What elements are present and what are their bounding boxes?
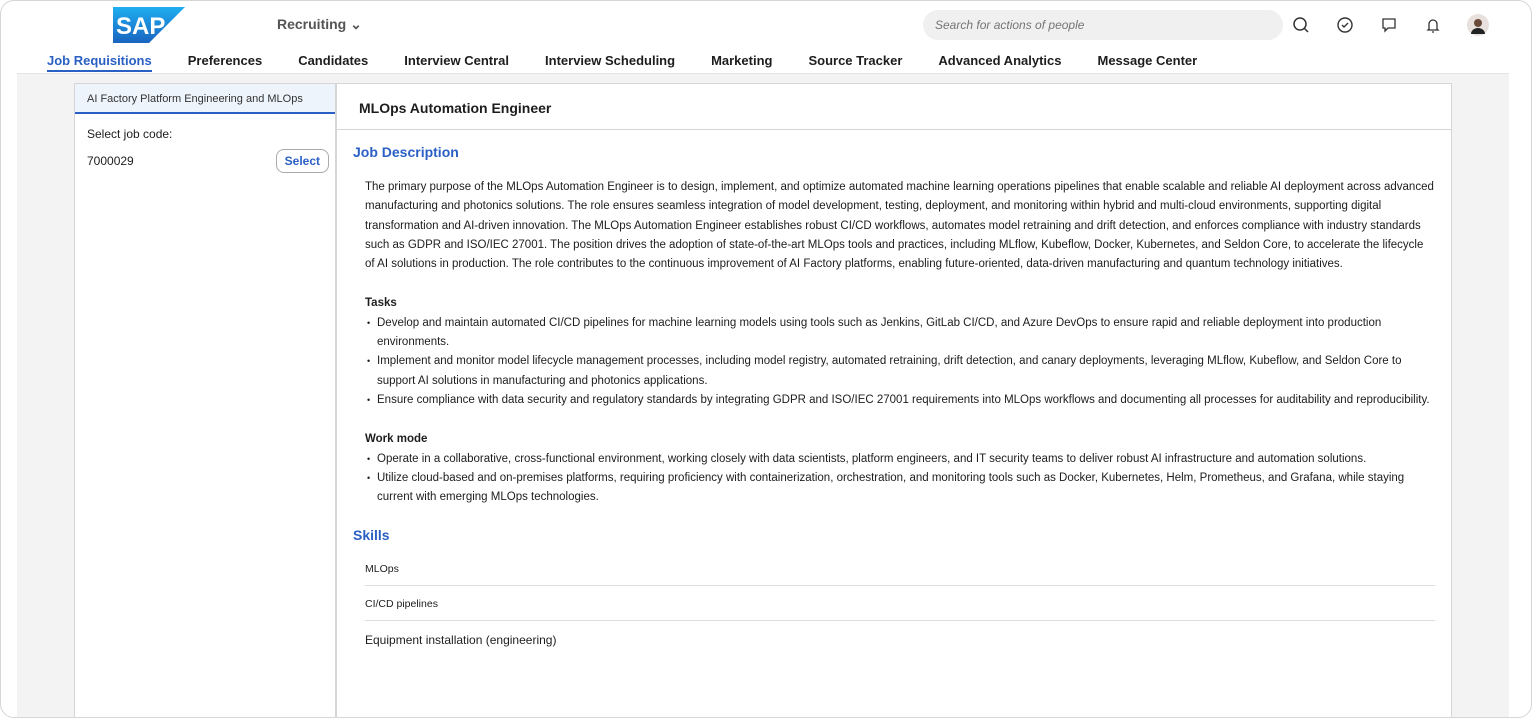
skill-item: MLOps: [365, 551, 1435, 586]
product-switcher[interactable]: Recruiting ⌄: [277, 16, 362, 32]
nav-job-requisitions[interactable]: Job Requisitions: [47, 53, 152, 72]
search-icon[interactable]: [1291, 15, 1311, 35]
nav-preferences[interactable]: Preferences: [187, 53, 263, 68]
search-input[interactable]: [923, 10, 1283, 40]
nav-advanced-analytics[interactable]: Advanced Analytics: [938, 53, 1062, 68]
nav-message-center[interactable]: Message Center: [1097, 53, 1198, 68]
work-mode-heading: Work mode: [365, 433, 428, 446]
skill-item: CI/CD pipelines: [365, 586, 1435, 621]
task-item: • Develop and maintain automated CI/CD pipelines for machine learning models using tools such as Jenkins, GitLab CI/CD, and Azure DevOps to ensure rapid and reliable deployment into production environments.: [365, 314, 1435, 353]
avatar[interactable]: [1467, 14, 1489, 36]
task-item: • Ensure compliance with data security and regulatory standards by integrating GDPR and ISO/IEC 27001 requirements into MLOps workflows and documenting all processes for auditability and reproducibility.: [365, 391, 1435, 410]
panel-tab[interactable]: AI Factory Platform Engineering and MLOps: [75, 84, 335, 114]
job-title: MLOps Automation Engineer: [337, 84, 1451, 130]
main-nav: [47, 53, 1197, 72]
check-circle-icon[interactable]: [1335, 15, 1355, 35]
job-code-row: [75, 141, 335, 173]
tasks-list: [365, 314, 1435, 410]
chevron-down-icon: ⌄: [350, 16, 362, 32]
job-code-panel: [74, 83, 336, 718]
work-mode-list: [365, 450, 1435, 508]
job-detail-panel: [336, 83, 1452, 718]
select-button[interactable]: Select: [276, 149, 329, 173]
nav-candidates[interactable]: Candidates: [298, 53, 369, 68]
nav-source-tracker[interactable]: Source Tracker: [808, 53, 903, 68]
job-description: The primary purpose of the MLOps Automation Engineer is to design, implement, and optimize automated machine learning operations pipelines that enable scalable and reliable AI deployment across advanced manufacturing and photonics solutions. The role ensures seamless integration of model development, testing, deployment, and monitoring within hybrid and multi-cloud environments, supporting digital transformation and AI-driven innovation. The MLOps Automation Engineer establishes robust CI/CD workflows, automates model retraining and drift detection, and enforces compliance with industry standards such as GDPR and ISO/IEC 27001. The position drives the adoption of state-of-the-art MLOps tools and practices, including MLflow, Kubeflow, Docker, Kubernetes, and Seldon Core, to accelerate the lifecycle of AI solutions in production. The role contributes to the continuous improvement of AI Factory platforms, enabling future-oriented, data-driven manufacturing and quantum technology initiatives.: [365, 181, 1434, 271]
sap-logo: [113, 7, 185, 43]
skills-heading: Skills: [353, 527, 390, 544]
svg-text:SAP: SAP: [116, 13, 166, 40]
bell-icon[interactable]: [1423, 15, 1443, 35]
work-mode-item: • Utilize cloud-based and on-premises platforms, requiring proficiency with containerization, orchestration, and monitoring tools such as Docker, Kubernetes, Helm, Prometheus, and Grafana, while staying current with emerging MLOps technologies.: [365, 469, 1435, 508]
select-job-code-label: Select job code:: [87, 127, 173, 141]
tasks-heading: Tasks: [365, 297, 397, 310]
skill-item: Equipment installation (engineering): [365, 633, 557, 648]
chat-icon[interactable]: [1379, 15, 1399, 35]
content-area: [17, 73, 1509, 718]
work-mode-item: • Operate in a collaborative, cross-functional environment, working closely with data scientists, platform engineers, and IT security teams to deliver robust AI infrastructure and automation solutions.: [365, 450, 1435, 469]
job-code: 7000029: [87, 154, 134, 168]
task-item: • Implement and monitor model lifecycle management processes, including model registry, automated retraining, drift detection, and canary deployments, leveraging MLflow, Kubeflow, and Seldon Core to support AI solutions in manufacturing and photonics applications.: [365, 352, 1435, 391]
nav-marketing[interactable]: Marketing: [711, 53, 773, 68]
job-description-heading: Job Description: [353, 144, 459, 160]
nav-interview-central[interactable]: Interview Central: [404, 53, 510, 68]
nav-interview-scheduling[interactable]: Interview Scheduling: [545, 53, 676, 68]
